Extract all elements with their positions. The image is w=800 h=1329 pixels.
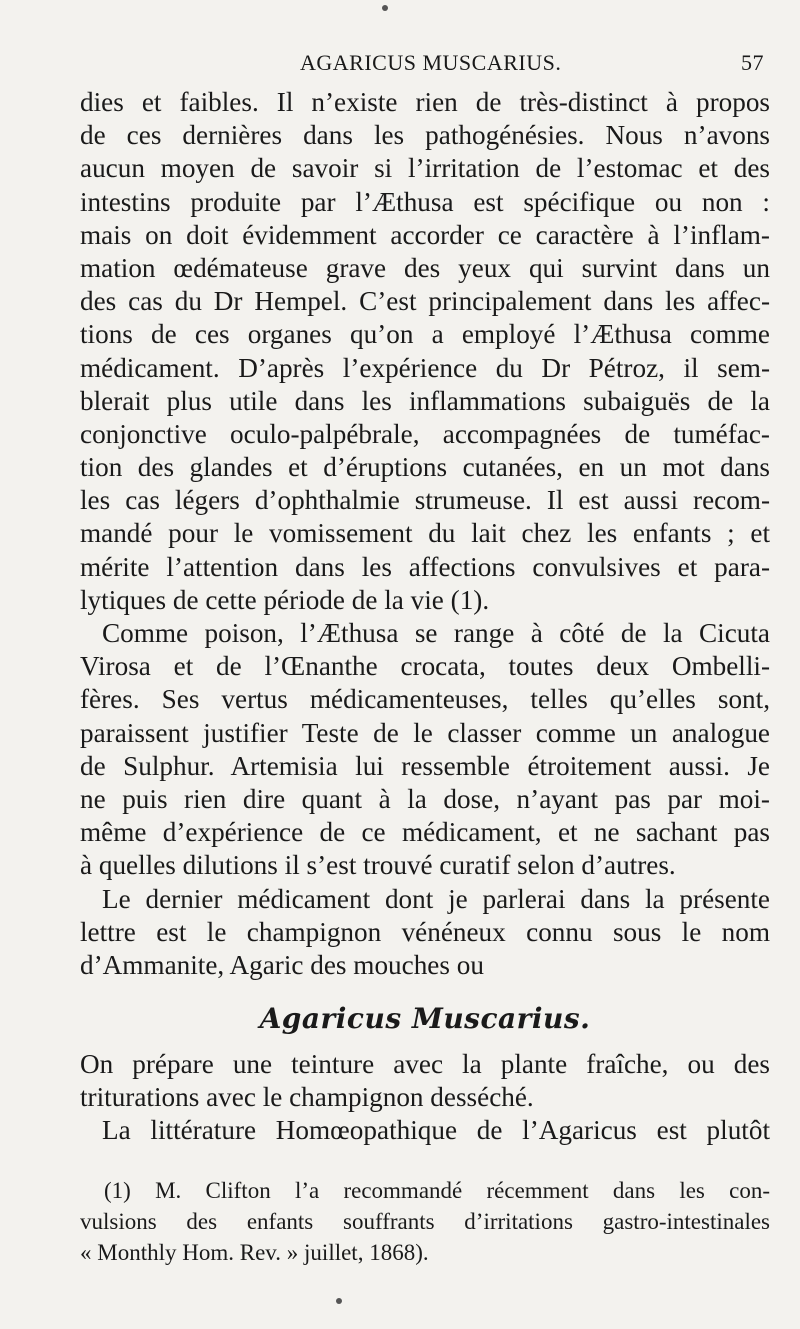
paragraph-3 (80, 883, 770, 983)
text-line: Virosa et de l’Œnanthe crocata, toutes deux Ombelli- (80, 651, 770, 682)
footnote (80, 1175, 770, 1268)
text-line: Le dernier médicament dont je parlerai dans la présente (102, 883, 770, 914)
text-line: de Sulphur. Artemisia lui ressemble étroitement aussi. Je (80, 750, 770, 781)
text-line: même d’expérience de ce médicament, et ne sachant pas (80, 817, 770, 848)
paragraph-5 (80, 1114, 770, 1147)
text-line: dies et faibles. Il n’existe rien de très-distinct à propos (80, 87, 770, 117)
text-line: triturations avec le champignon desséché. (80, 1082, 534, 1113)
page-number: 57 (741, 50, 764, 75)
text-line: de ces dernières dans les pathogénésies. Nous n’avons (80, 120, 770, 151)
text-line: d’Ammanite, Agaric des mouches ou (80, 949, 484, 980)
text-line: aucun moyen de savoir si l’irritation de l’estomac et des (80, 153, 770, 184)
text-line: tion des glandes et d’éruptions cutanées, en un mot dans (80, 452, 770, 483)
text-line: paraissent justifier Teste de le classer comme un analogue (80, 717, 770, 748)
text-line: des cas du Dr Hempel. C’est principalement dans les affec- (80, 286, 770, 317)
body-text (80, 86, 770, 1148)
text-line: On prépare une teinture avec la plante fraîche, ou des (80, 1049, 770, 1080)
text-line: fères. Ses vertus médicamenteuses, telles qu’elles sont, (80, 684, 770, 715)
running-title: AGARICUS MUSCARIUS. (300, 50, 562, 75)
text-line: mais on doit évidemment accorder ce caractère à l’inflam- (80, 219, 770, 250)
text-line: à quelles dilutions il s’est trouvé curatif selon d’autres. (80, 850, 676, 881)
paragraph-4 (80, 1048, 770, 1114)
ink-speck (382, 5, 388, 11)
footnote-line: vulsions des enfants souffrants d’irritations gastro-intestinales (80, 1209, 770, 1234)
text-line: les cas légers d’ophthalmie strumeuse. Il est aussi recom- (80, 485, 770, 516)
text-line: conjonctive oculo-palpébrale, accompagnées de tuméfac- (80, 418, 770, 449)
text-line: tions de ces organes qu’on a employé l’Æthusa comme (80, 319, 770, 350)
footnote-line: (1) M. Clifton l’a recommandé récemment dans les con- (104, 1178, 770, 1203)
text-line: ne puis rien dire quant à la dose, n’ayant pas par moi- (80, 783, 770, 814)
text-line: Comme poison, l’Æthusa se range à côté de la Cicuta (102, 618, 770, 648)
section-heading: Agaricus Muscarius. (259, 1002, 591, 1036)
text-line: La littérature Homœopathique de l’Agaricus est plutôt (102, 1115, 770, 1146)
text-line: mandé pour le vomissement du lait chez les enfants ; et (80, 518, 770, 549)
text-line: intestins produite par l’Æthusa est spécifique ou non : (80, 186, 770, 217)
text-line: lettre est le champignon vénéneux connu sous le nom (80, 916, 770, 947)
text-line: médicament. D’après l’expérience du Dr Pétroz, il sem- (80, 352, 770, 383)
footnote-line: « Monthly Hom. Rev. » juillet, 1868). (80, 1240, 429, 1265)
text-line: mérite l’attention dans les affections convulsives et para- (80, 551, 770, 582)
paragraph-2 (80, 617, 770, 883)
paragraph-1 (80, 86, 770, 617)
page-header (80, 50, 770, 84)
text-line: lytiques de cette période de la vie (1). (80, 584, 490, 615)
text-line: blerait plus utile dans les inflammations subaiguës de la (80, 385, 770, 416)
text-line: mation œdémateuse grave des yeux qui survint dans un (80, 252, 770, 283)
ink-speck (336, 1298, 342, 1304)
